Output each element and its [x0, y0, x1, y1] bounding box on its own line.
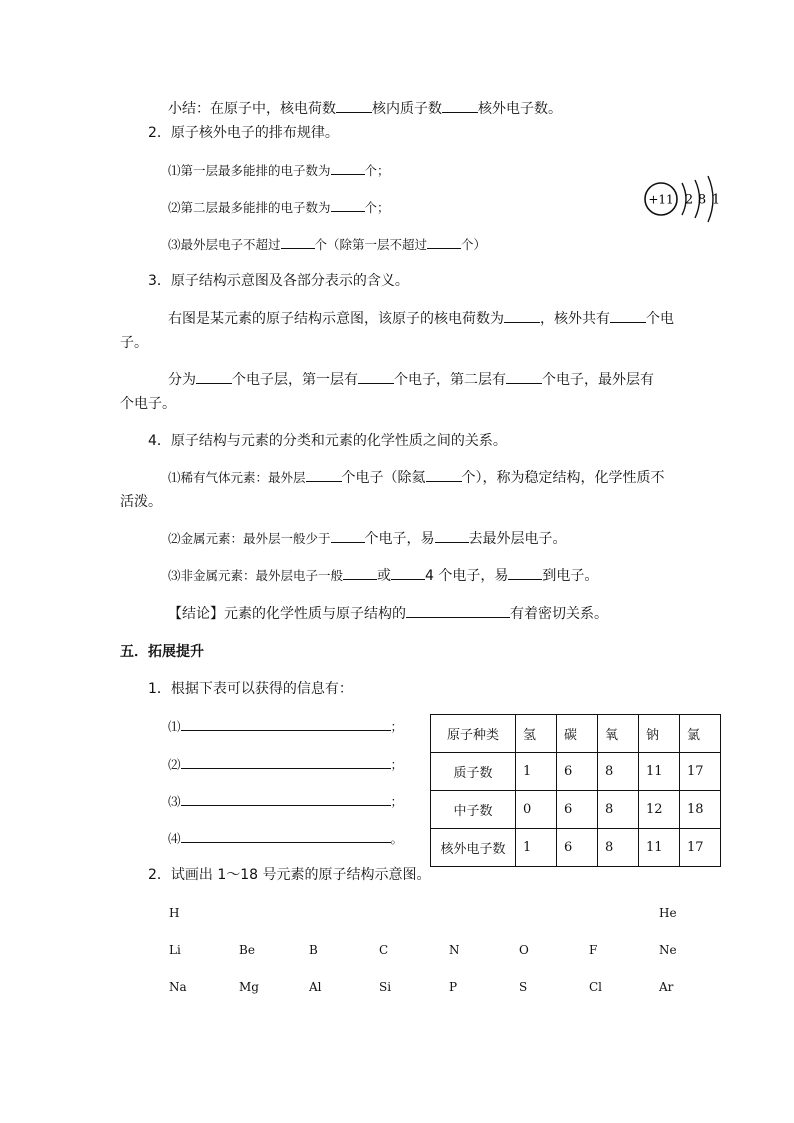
- atom-structure-diagram: [638, 172, 728, 232]
- section-5-title: 五．拓展提升: [120, 644, 204, 660]
- element-symbol: Be: [239, 943, 255, 957]
- table-cell: 11: [639, 829, 680, 867]
- element-symbol: Li: [169, 943, 181, 957]
- shell-count-1: 2: [684, 192, 694, 208]
- section-3-line-2: 分为 个电子层，第一层有 个电子，第二层有 个电子，最外层有: [168, 372, 654, 388]
- table-header-cell: 碳: [557, 715, 598, 753]
- blank[interactable]: [358, 371, 394, 384]
- element-symbol: C: [379, 943, 389, 957]
- shell-count-3: 1: [711, 192, 721, 208]
- element-symbol: Si: [379, 980, 392, 994]
- rule-1: ⑴第一层最多能排的电子数为 个；: [168, 163, 390, 178]
- table-row: [431, 829, 721, 867]
- nucleus-label: +11: [648, 192, 674, 207]
- element-symbol: Ne: [659, 943, 677, 957]
- table-cell: 6: [557, 829, 598, 867]
- section-4-rule-3: ⑶非金属元素：最外层电子一般 或 4 个电子，易 到电子。: [168, 568, 599, 584]
- table-cell: 0: [516, 791, 557, 829]
- table-row: [431, 753, 721, 791]
- element-symbol: Al: [309, 980, 322, 994]
- blank[interactable]: [504, 310, 540, 323]
- blank[interactable]: [427, 236, 461, 249]
- table-cell: 17: [680, 829, 721, 867]
- table-row-label: 质子数: [431, 753, 516, 791]
- table-cell: 1: [516, 753, 557, 791]
- answer-line-4: ⑷ 。: [168, 831, 404, 846]
- rule-2: ⑵第二层最多能排的电子数为 个；: [168, 200, 390, 215]
- table-row-label: 中子数: [431, 791, 516, 829]
- table-row-label: 核外电子数: [431, 829, 516, 867]
- answer-blank[interactable]: [181, 830, 391, 843]
- table-header-cell: 氢: [516, 715, 557, 753]
- table-cell: 18: [680, 791, 721, 829]
- table-header-cell: 氧: [598, 715, 639, 753]
- table-cell: 12: [639, 791, 680, 829]
- blank[interactable]: [336, 100, 372, 113]
- shell-count-2: 8: [697, 192, 707, 208]
- table-cell: 11: [639, 753, 680, 791]
- blank[interactable]: [506, 371, 542, 384]
- element-symbol: F: [589, 943, 598, 957]
- element-symbol: Ar: [659, 980, 674, 994]
- section-3-line-2-cont: 个电子。: [120, 396, 176, 412]
- summary-line: 小结：在原子中，核电荷数 核内质子数 核外电子数。: [168, 101, 562, 117]
- section-4-rule-2: ⑵金属元素：最外层一般少于 个电子，易 去最外层电子。: [168, 531, 567, 547]
- answer-line-1: ⑴ ；: [168, 719, 404, 734]
- element-symbol: H: [169, 906, 180, 920]
- element-symbol: S: [519, 980, 528, 994]
- section-3-line-1-cont: 子。: [120, 335, 148, 351]
- blank[interactable]: [281, 236, 315, 249]
- table-row: [431, 791, 721, 829]
- blank[interactable]: [391, 567, 425, 580]
- table-header-row: [431, 715, 721, 753]
- table-cell: 17: [680, 753, 721, 791]
- answer-blank[interactable]: [181, 718, 391, 731]
- blank[interactable]: [331, 162, 365, 175]
- section-4-rule-1: ⑴稀有气体元素：最外层 个电子（除氦 个），称为稳定结构，化学性质不: [168, 470, 665, 486]
- question-2: 2．试画出 1～18 号元素的原子结构示意图。: [148, 867, 431, 883]
- section-3-line-1: 右图是某元素的原子结构示意图，该原子的核电荷数为 ，核外共有 个电: [168, 311, 674, 327]
- blank[interactable]: [343, 567, 377, 580]
- answer-line-3: ⑶ ；: [168, 794, 404, 809]
- table-header-cell: 氯: [680, 715, 721, 753]
- element-symbol: Cl: [589, 980, 603, 994]
- blank[interactable]: [610, 310, 646, 323]
- section-4-title: 4．原子结构与元素的分类和元素的化学性质之间的关系。: [148, 433, 507, 449]
- element-symbol: Mg: [239, 980, 259, 994]
- blank[interactable]: [426, 469, 462, 482]
- blank[interactable]: [442, 100, 478, 113]
- rule-3: ⑶最外层电子不超过 个（除第一层不超过 个）: [168, 237, 487, 252]
- answer-blank[interactable]: [181, 756, 391, 769]
- table-header-cell: 钠: [639, 715, 680, 753]
- section-2-title: 2．原子核外电子的排布规律。: [148, 125, 339, 141]
- element-symbol: Na: [169, 980, 187, 994]
- blank[interactable]: [331, 199, 365, 212]
- blank[interactable]: [508, 567, 542, 580]
- answer-blank[interactable]: [181, 793, 391, 806]
- section-4-rule-1-cont: 活泼。: [120, 494, 162, 510]
- section-3-title: 3．原子结构示意图及各部分表示的含义。: [148, 273, 409, 289]
- table-cell: 8: [598, 753, 639, 791]
- atom-info-table: [430, 714, 721, 867]
- table-header-cell: 原子种类: [431, 715, 516, 753]
- blank[interactable]: [306, 469, 342, 482]
- blank[interactable]: [196, 371, 232, 384]
- element-symbol: He: [659, 906, 677, 920]
- blank[interactable]: [331, 530, 365, 543]
- blank[interactable]: [406, 605, 510, 618]
- element-symbol: B: [309, 943, 318, 957]
- table-cell: 8: [598, 791, 639, 829]
- table-cell: 6: [557, 753, 598, 791]
- table-cell: 1: [516, 829, 557, 867]
- element-symbol: N: [449, 943, 460, 957]
- table-cell: 8: [598, 829, 639, 867]
- table-cell: 6: [557, 791, 598, 829]
- answer-line-2: ⑵ ；: [168, 757, 404, 772]
- element-symbol: O: [519, 943, 529, 957]
- blank[interactable]: [435, 530, 469, 543]
- element-symbol: P: [449, 980, 458, 994]
- question-1: 1．根据下表可以获得的信息有：: [148, 681, 353, 697]
- conclusion-line: 【结论】元素的化学性质与原子结构的 有着密切关系。: [168, 606, 608, 622]
